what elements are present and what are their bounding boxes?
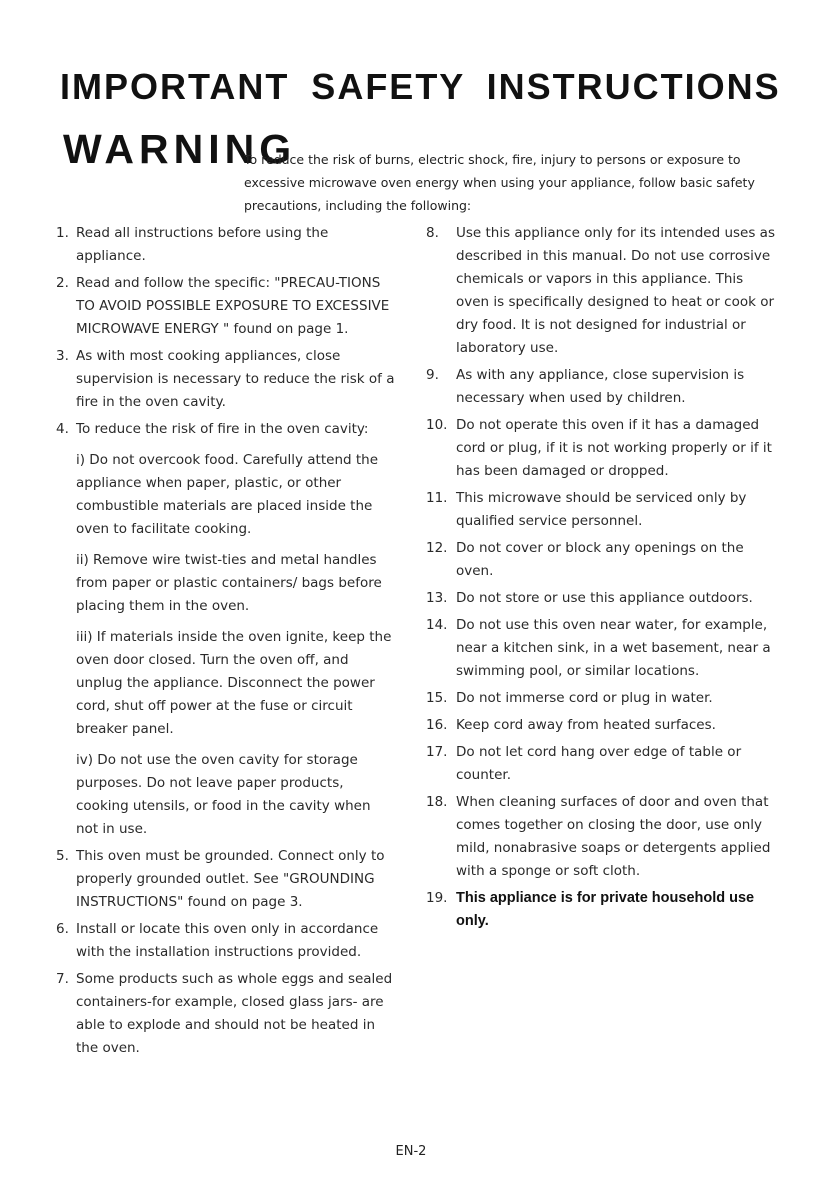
list-item [56,918,396,964]
item-number: 9. [426,367,439,383]
item-text: To reduce the risk of fire in the oven cavity: [76,421,369,437]
list-item [426,614,776,683]
item-text: This microwave should be serviced only by qualified service personnel. [456,490,747,529]
item-number: 10. [426,417,448,433]
list-item [426,887,776,933]
item-text: This oven must be grounded. Connect only to properly grounded outlet. See "GROUNDING INSTRUCTIONS" found on page 3. [76,848,385,910]
page-number: EN-2 [395,1144,427,1159]
item-text: Use this appliance only for its intended uses as described in this manual. Do not use corrosive chemicals or vapors in this appliance. This oven is specifically designed to heat or cook or dry food. It is not designed for industrial or laboratory use. [456,225,775,356]
item-number: 3. [56,348,69,364]
item-number: 11. [426,490,448,506]
sub-item-text: iii) If materials inside the oven ignite, keep the oven door closed. Turn the oven off, and unplug the appliance. Disconnect the power cord, shut off power at the fuse or circuit breaker panel. [76,629,392,737]
sub-item-text: i) Do not overcook food. Carefully attend the appliance when paper, plastic, or other combustible materials are placed inside the oven to facilitate cooking. [76,452,379,537]
item-text: Do not cover or block any openings on the oven. [456,540,744,579]
list-item [426,714,776,737]
list-item [426,414,776,483]
item-number: 17. [426,744,448,760]
item-number: 4. [56,421,69,437]
item-number: 8. [426,225,439,241]
item-number: 5. [56,848,69,864]
item-text: Keep cord away from heated surfaces. [456,717,716,733]
item-number: 12. [426,540,448,556]
list-item [426,687,776,710]
list-item [56,418,396,841]
list-item [56,845,396,914]
item-text: Install or locate this oven only in accordance with the installation instructions provided. [76,921,379,960]
list-item [426,791,776,883]
list-item [56,272,396,341]
list-item [56,345,396,414]
item-number: 18. [426,794,448,810]
list-item [426,364,776,410]
warning-intro-text: To reduce the risk of burns, electric shock, fire, injury to persons or exposure to excessive microwave oven energy when using your appliance, follow basic safety precautions, including the following: [244,152,755,213]
list-item [56,222,396,268]
item-number: 15. [426,690,448,706]
item-text: Do not let cord hang over edge of table or counter. [456,744,742,783]
sub-item-text: ii) Remove wire twist-ties and metal handles from paper or plastic containers/ bags before placing them in the oven. [76,552,382,614]
item-number: 7. [56,971,69,987]
list-item [426,487,776,533]
item-text: Do not operate this oven if it has a damaged cord or plug, if it is not working properly or if it has been damaged or dropped. [456,417,772,479]
right-column [426,222,776,937]
item-number: 6. [56,921,69,937]
item-number: 1. [56,225,69,241]
list-item [56,968,396,1060]
item-number: 2. [56,275,69,291]
item-number: 13. [426,590,448,606]
item-text: As with any appliance, close supervision is necessary when used by children. [456,367,745,406]
list-item [426,222,776,360]
left-column [56,222,396,1064]
item-text: Some products such as whole eggs and sealed containers-for example, closed glass jars- are able to explode and should not be heated in the oven. [76,971,393,1056]
item-number: 16. [426,717,448,733]
page-title: IMPORTANT SAFETY INSTRUCTIONS [60,66,781,107]
warning-heading: WARNING [63,126,297,172]
list-item [426,587,776,610]
sub-item-text: iv) Do not use the oven cavity for storage purposes. Do not leave paper products, cooking utensils, or food in the cavity when not in use. [76,752,371,837]
item-text: When cleaning surfaces of door and oven that comes together on closing the door, use only mild, nonabrasive soaps or detergents applied with a sponge or soft cloth. [456,794,771,879]
item-text: Do not store or use this appliance outdoors. [456,590,753,606]
list-item [426,741,776,787]
item-text-bold: This appliance is for private household use only. [456,890,755,929]
item-text: As with most cooking appliances, close supervision is necessary to reduce the risk of a fire in the oven cavity. [76,348,395,410]
item-text: Do not use this oven near water, for example, near a kitchen sink, in a wet basement, near a swimming pool, or similar locations. [456,617,771,679]
list-item [426,537,776,583]
item-text: Read all instructions before using the appliance. [76,225,329,264]
item-number: 14. [426,617,448,633]
item-text: Do not immerse cord or plug in water. [456,690,713,706]
item-text: Read and follow the specific: "PRECAU-TIONS TO AVOID POSSIBLE EXPOSURE TO EXCESSIVE MICROWAVE ENERGY " found on page 1. [76,275,390,337]
item-number: 19. [426,890,448,906]
